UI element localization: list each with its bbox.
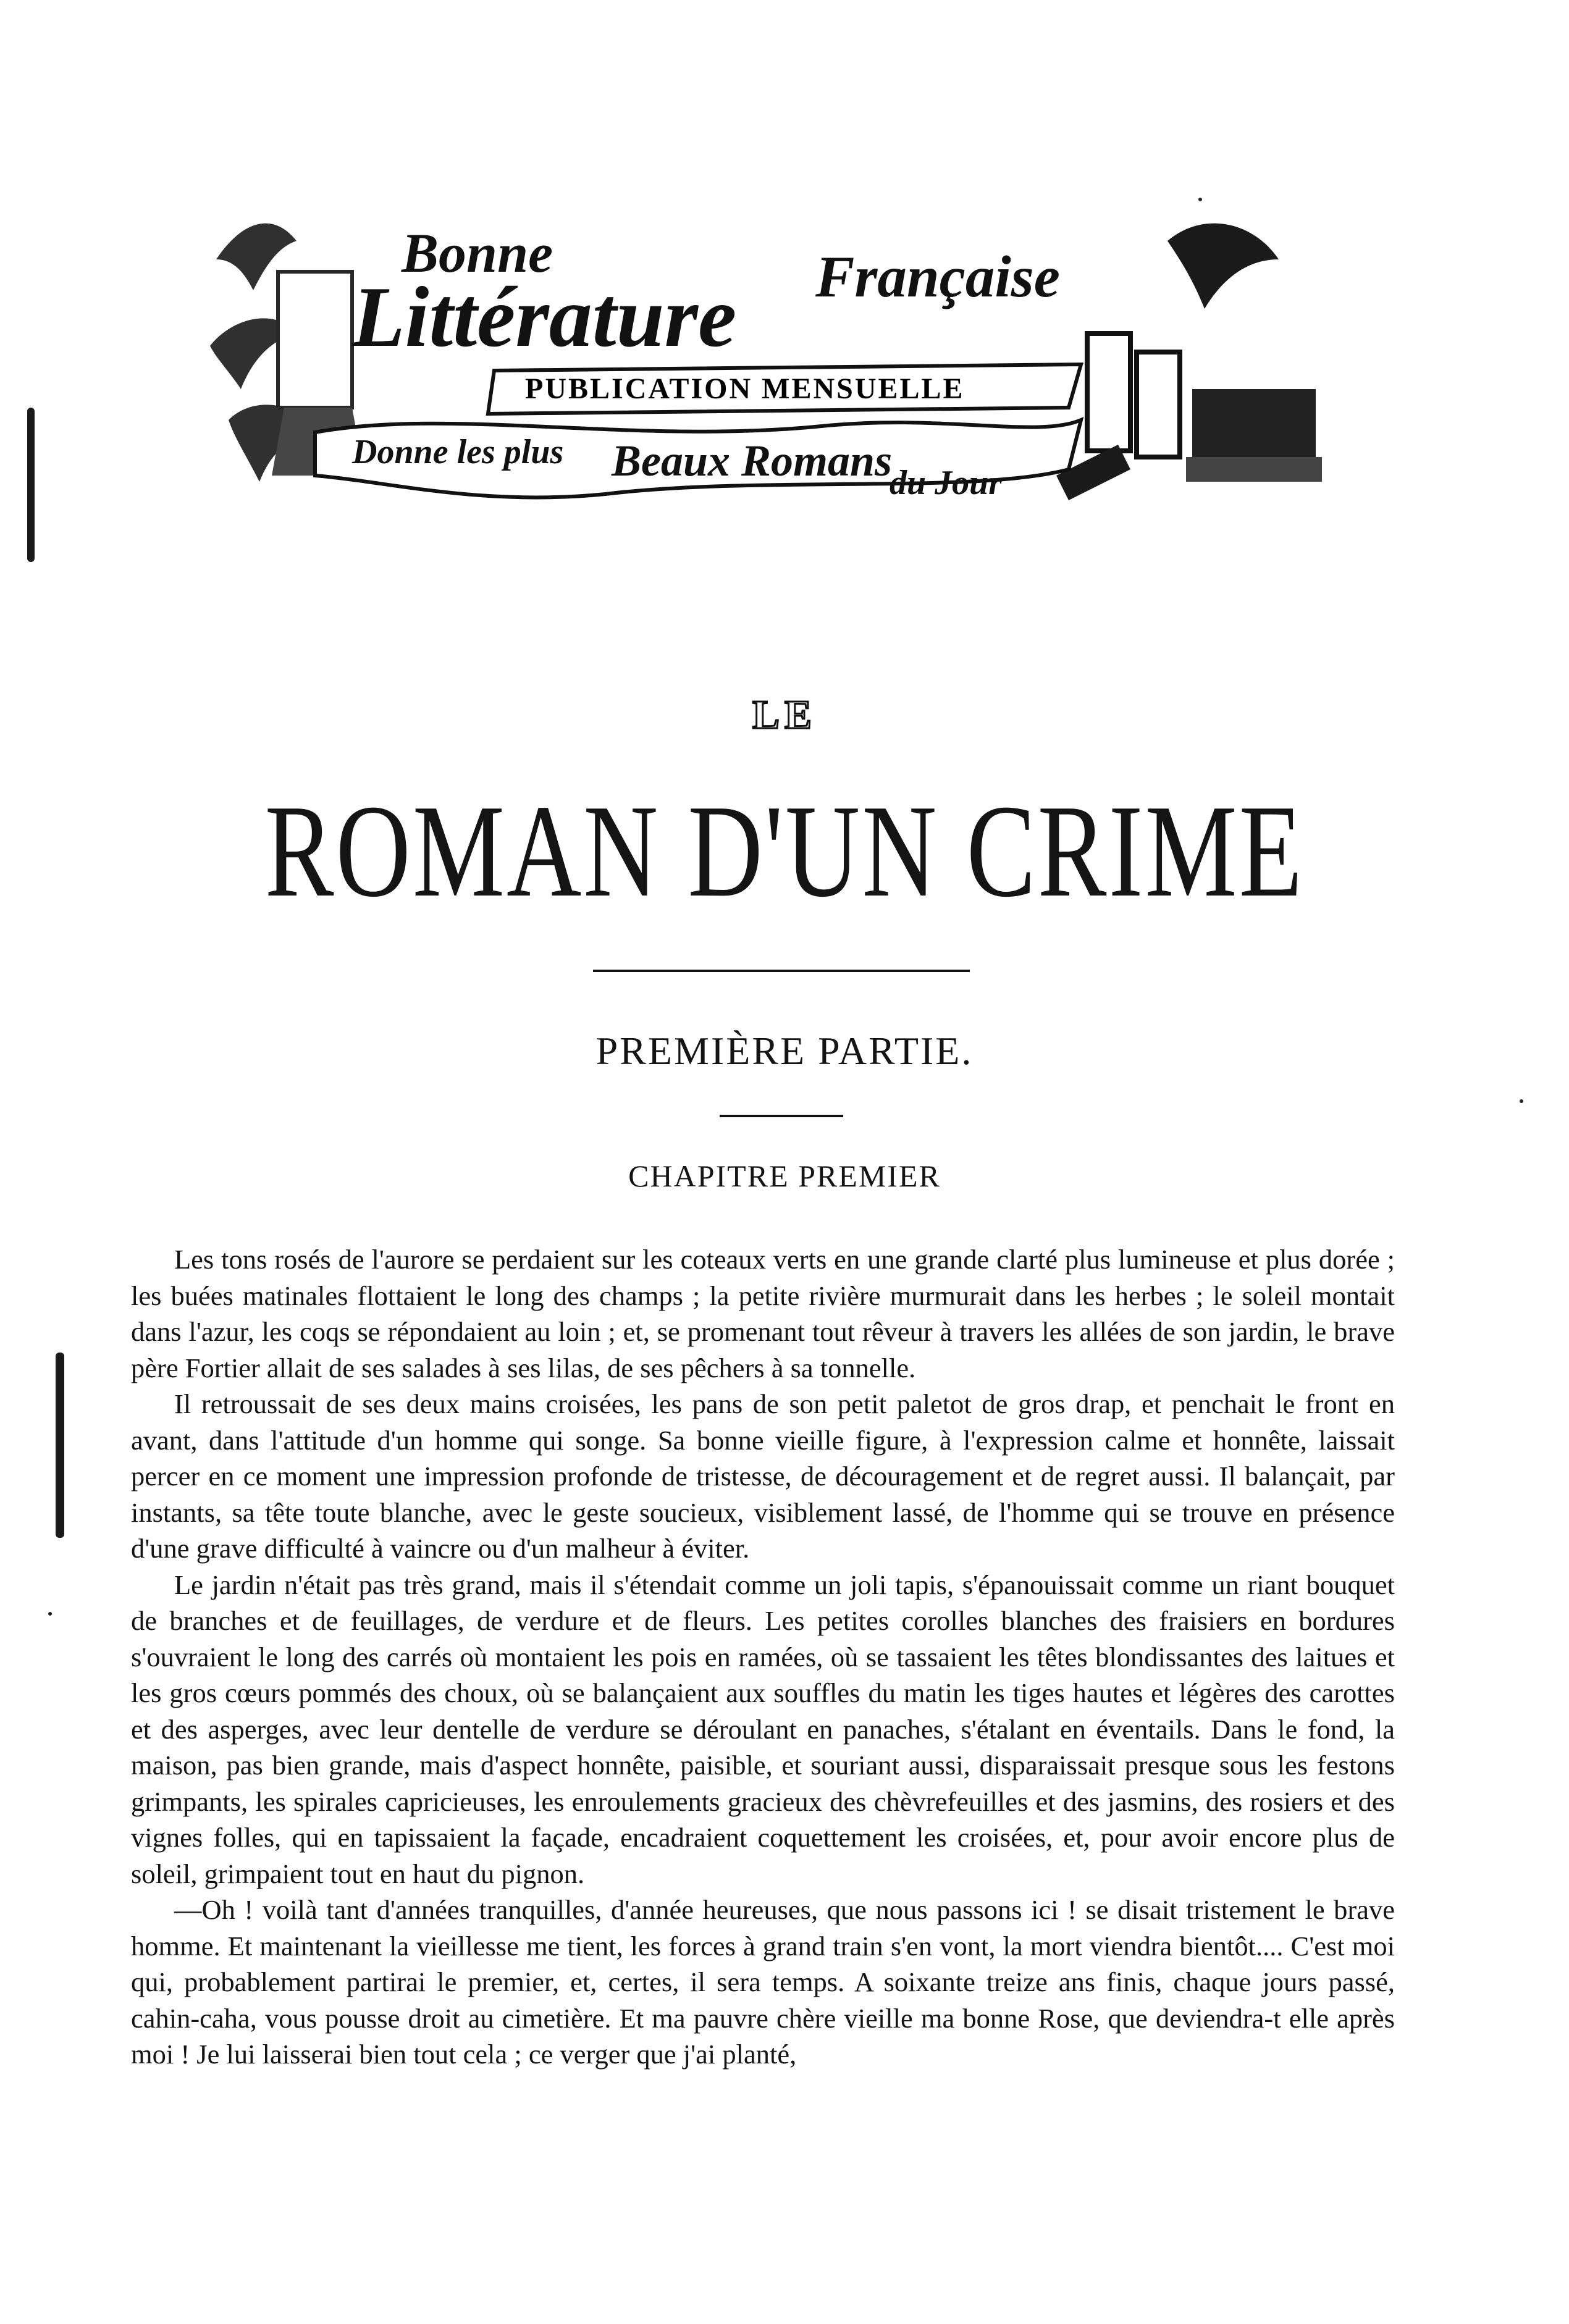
scan-speck	[48, 1612, 52, 1616]
masthead-word-litterature: Littérature	[352, 269, 737, 365]
paragraph: Il retroussait de ses deux mains croisées, les pans de son petit paletot de gros drap, et penchait le front en avant, dans l'attitude d'un homme qui songe. Sa bonne vieille figure, à l'expression calme et honnête, laissait percer en ce moment une impression profonde de tristesse, de découragement et de regret aussi. Il balançait, par instants, sa tête toute blanche, avec le geste soucieux, visiblement lassé, de l'homme qui se trouve en présence d'une grave difficulté à vaincre ou d'un malheur à éviter.	[131, 1388, 1395, 1564]
scan-speck	[1520, 1099, 1523, 1103]
masthead-tag-jour: du Jour	[890, 464, 1003, 502]
part-heading: PREMIÈRE PARTIE.	[595, 1029, 974, 1073]
divider	[593, 970, 970, 972]
paragraph: —Oh ! voilà tant d'années tranquilles, d'année heureuses, que nous passons ici ! se disait tristement le brave homme. Et maintenant la vieillesse me tient, les forces à grand train s'en vont, la mort viendra bientôt.... C'est moi qui, probablement partirai le premier, et, certes, il sera temps. A soixante treize ans finis, chaque jours passé, cahin-caha, vous pousse droit au cimetière. Et ma pauvre chère vieille ma bonne Rose, que deviendra-t elle après moi ! Je lui laisserai bien tout cela ; ce verger que j'ai planté,	[131, 1894, 1395, 2070]
masthead-word-bonne: Bonne	[402, 223, 553, 284]
masthead-engraving	[204, 185, 1328, 531]
divider	[720, 1115, 843, 1117]
masthead-tag-donne: Donne les plus	[352, 433, 564, 471]
masthead-tag-romans: Beaux Romans	[612, 436, 893, 485]
title-article: LE	[752, 692, 817, 737]
paragraph: Les tons rosés de l'aurore se perdaient sur les coteaux verts en une grande clarté plus lumineuse et plus dorée ; les buées matinales flottaient le long des champs ; la petite rivière murmurait dans les herbes ; le soleil montait dans l'azur, les coqs se répondaient au loin ; et, se promenant tout rêveur à travers les allées de son jardin, le brave père Fortier allait de ses salades à ses lilas, de ses pêchers à sa tonnelle.	[131, 1244, 1395, 1383]
body-text	[131, 1241, 1395, 2073]
masthead-ribbon: PUBLICATION MENSUELLE	[525, 372, 965, 405]
chapter-heading: CHAPITRE PREMIER	[628, 1159, 941, 1193]
scan-margin-mark	[27, 408, 35, 562]
page-title: ROMAN D'UN CRIME	[264, 777, 1305, 925]
masthead-word-francaise: Française	[815, 244, 1060, 309]
paragraph: Le jardin n'était pas très grand, mais il s'étendait comme un joli tapis, s'épanouissait comme un riant bouquet de branches et de feuillages, de verdure et de fleurs. Les petites corolles blanches des fraisiers en bordures s'ouvraient le long des carrés où montaient les pois en ramées, où se tassaient les têtes blondissantes des laitues et les gros cœurs pommés des choux, où se balançaient aux souffles du matin les tiges hautes et légères des carottes et des asperges, avec leur dentelle de verdure se déroulant en panaches, s'étalant en éventails. Dans le fond, la maison, pas bien grande, mais d'aspect honnête, paisible, et souriant aussi, disparaissait presque sous les festons grimpants, les spirales capricieuses, les enroulements gracieux des chèvrefeuilles et des jasmins, des rosiers et des vignes folles, qui en tapissaient la façade, encadraient coquettement les croisées, et, pour avoir encore plus de soleil, grimpaient tout en haut du pignon.	[131, 1569, 1395, 1889]
scan-margin-mark	[56, 1353, 64, 1538]
